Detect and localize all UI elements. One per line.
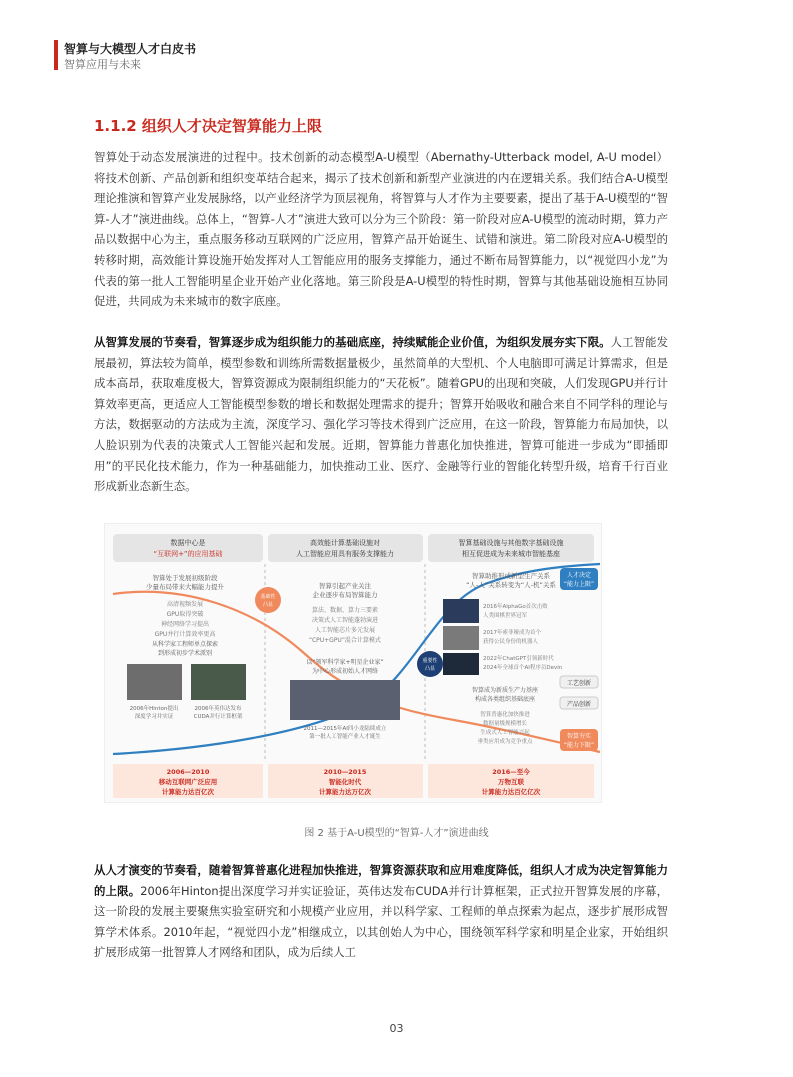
paragraph-3-text: 2006年Hinton提出深度学习并实证验证，英伟达发布CUDA并行计算框架，正式拉开智算发展的序幕，这一阶段的发展主要聚焦实验室研究和小规模产业应用，并以科学家、工程师的单点探索为起点，逐步扩展形成智算学术体系。2010年起，“视觉四小龙”相继成立，以其创始人为中心，围绕领军科学家和明星企业家，开始组织扩展形成第一批智算人才网络和团队，成为后续人工 (94, 883, 668, 960)
stage1-talent1: 从科学家工程师单点探索 (151, 641, 219, 648)
stage3-header-line1: 智算基础设施与其他数字基础设施 (458, 539, 564, 547)
stage2-talent2: 为中心形成初始人才网络 (311, 668, 379, 675)
stage1-head1: 智算处于发展初级阶段 (152, 574, 218, 582)
stage2-head2: 企业逐步布局智算能力 (312, 591, 378, 599)
paragraph-2 (94, 332, 668, 497)
chatgpt-photo (443, 653, 479, 675)
figure-caption: 图 2 基于A-U模型的“智算-人才”演进曲线 (304, 828, 489, 839)
paragraph-2-bold: 从智算发展的节奏看，智算逐步成为组织能力的基础底座，持续赋能企业价值，为组织发展夯实下限。 (94, 335, 611, 349)
ai-four-dragons-photo (290, 680, 400, 720)
lower-limit-label-line1: 智算夯实 (566, 733, 592, 740)
process-innovation-label: 工艺创新 (566, 680, 592, 687)
stage2-footer-line1: 智能化时代 (328, 778, 362, 786)
badge2-line1: 重要性 (422, 658, 438, 664)
stage1-item-2: GPU取得突破 (166, 611, 204, 618)
stage3-header-line2: 相互促进成为未来城市智能基座 (462, 550, 560, 558)
header-title: 智算与大模型人才白皮书 (64, 42, 197, 56)
stage2-talent1: 以“领军科学家+明星企业家” (306, 659, 384, 666)
badge2-line2: 凸显 (424, 666, 436, 672)
stage1-photo-caption2: 2006年英伟达发布 (194, 706, 242, 712)
badge2-circle (417, 651, 443, 677)
stage3-item-5: 2022年ChatGPT引领新时代 (483, 656, 554, 662)
stage2-footer-line2: 计算能力达万亿次 (319, 788, 371, 796)
stage3-list-3: 生成式人工智能兴起 (480, 730, 530, 736)
alphago-photo (443, 599, 479, 623)
upper-limit-label-line2: “能力上限” (563, 581, 595, 588)
stage3-footer-line1: 万物互联 (498, 778, 524, 786)
stage3-footer-line2: 计算能力达百亿亿次 (481, 788, 541, 796)
stage1-photo-caption2b: CUDA并行计算框架 (193, 714, 243, 720)
paragraph-1: 智算处于动态发展演进的过程中。技术创新的动态模型A-U模型（Abernathy-Utterback model, A-U model）将技术创新、产品创新和组织变革结合起来，揭示了技术创新和新型产业演进的内在逻辑关系。我们结合A-U模型理论推演和智算产业发展脉络，以产业经济学为顶层视角，将智算与人才作为主要要素，提出了基于A-U模型的“智算-人才”演进曲线。总体上，“智算-人才”演进大致可以分为三个阶段：第一阶段对应A-U模型的流动时期，算力产品以数据中心为主，重点服务移动互联网的广泛应用，智算产品开始诞生、试错和演进。第二阶段对应A-U模型的转移时期，高效能计算设施开始发挥对人工智能应用的服务支撑能力，通过不断布局智算能力，以“视觉四小龙”为代表的第一批人工智能明星企业开始产业化落地。第三阶段是A-U模型的特性时期，智算与其他基础设施相互协同促进，共同成为未来城市的数字底座。 (94, 150, 668, 309)
hinton-photo (127, 664, 182, 700)
stage3-footer-years: 2016—至今 (492, 768, 530, 776)
stage3-head1: 智算助推形成新型生产关系 (472, 572, 550, 580)
stage1-talent2: 到形成初步学术派别 (157, 650, 213, 657)
stage1-footer-years: 2006—2010 (166, 768, 210, 776)
stage1-footer-line1: 移动互联网广泛应用 (158, 778, 218, 786)
stage1-header-line2: “互联网+”的应用基础 (153, 550, 223, 558)
section-title: 1.1.2 组织人才决定智算能力上限 (94, 117, 322, 135)
stage3-talent1: 智算成为新质生产力基座 (471, 687, 539, 694)
stage3-list-1: 智算普惠化加快推进 (480, 712, 530, 718)
paragraph-2-text: 人工智能发展最初，算法较为简单，模型参数和训练所需数据量极少，虽然简单的大型机、个人电脑即可满足计算需求，但是成本高昂，获取难度极大，智算资源成为限制组织能力的“天花板”。随着GPU的出现和突破，人们发现GPU并行计算效率更高，更适应人工智能模型参数的增长和数据处理需求的提升；智算开始吸收和融合来自不同学科的理论与方法，数据驱动的方法成为主流，深度学习、强化学习等技术得到广泛应用，在这一阶段，智算能力布局加快，以人脸识别为代表的决策式人工智能兴起和发展。近期，智算能力普惠化加快推进，智算可能进一步成为“即插即用”的平民化技术能力，作为一种基础能力，加快推动工业、医疗、金融等行业的智能化转型升级，培育千行百业形成新业态新生态。 (94, 335, 668, 494)
stage1-item-4: GPU并行计算效率更高 (154, 631, 216, 638)
stage3-talent2: 构成各类组织基础底座 (474, 696, 536, 703)
stage3-item-6: 2024年全球首个AI程序员Devin (483, 665, 563, 671)
stage2-item-1: 算法、数据、算力三要素 (311, 607, 379, 614)
stage1-photo-caption1b: 深度学习并实证 (134, 714, 174, 720)
nvidia-photo (191, 664, 246, 700)
stage2-header-line2: 人工智能应用具有服务支撑能力 (296, 550, 394, 558)
au-model-figure (104, 523, 602, 803)
stage3-head2: “人-人”关系转变为“人-机”关系 (466, 581, 556, 589)
product-innovation-label: 产品创新 (566, 701, 592, 708)
stage3-item-1: 2016年AlphaGo首次击败 (483, 604, 548, 610)
paragraph-3-bold: 从人才演变的节奏看，随着智算普惠化进程加快推进，智算资源获取和应用难度降低，组织人才成为决定智算能力的上限。 (94, 863, 668, 898)
stage1-photo-caption1: 2006年Hinton提出 (129, 706, 179, 712)
upper-limit-label-line1: 人才决定 (566, 572, 592, 579)
stage2-head1: 智算引起产业关注 (319, 582, 371, 590)
sophia-photo (443, 626, 479, 650)
stage2-footer-years: 2010—2015 (323, 768, 367, 776)
lower-limit-label-line2: “能力下限” (563, 742, 595, 749)
stage1-footer-line2: 计算能力达百亿次 (162, 788, 214, 796)
stage3-item-4: 获得公民身份的机器人 (483, 639, 539, 645)
stage1-header-line1: 数据中心是 (170, 539, 206, 547)
au-model-diagram (105, 524, 601, 802)
stage2-header-line1: 高效能计算基础设施对 (310, 539, 380, 547)
stage3-item-2: 人类围棋世界冠军 (483, 613, 528, 619)
stage1-item-3: 神经网络学习提出 (160, 621, 210, 628)
header-accent-bar (54, 40, 58, 70)
page-number: 03 (389, 1022, 404, 1035)
stage3-list-2: 数据量级规模增长 (482, 721, 528, 727)
stage2-item-4: “CPU+GPU”混合计算模式 (309, 637, 381, 644)
stage2-photo-caption1: 2011—2015年AI四小龙陆续成立 (303, 726, 387, 732)
badge1-line1: 基础性 (260, 594, 276, 600)
badge1-circle (255, 587, 281, 613)
stage1-item-1: 高清视频发展 (166, 601, 204, 608)
stage3-list-4: 垂类应用成为竞争重点 (477, 739, 533, 745)
stage2-photo-caption2: 第一批人工智能产业人才诞生 (309, 734, 381, 740)
stage3-item-3: 2017年索菲娅成为首个 (483, 630, 541, 636)
badge1-line2: 凸显 (262, 602, 274, 608)
stage2-item-3: 人工智能芯片多元发展 (314, 627, 376, 634)
stage1-head2: 少量布局带来大幅能力提升 (146, 583, 224, 591)
header-subtitle: 智算应用与未来 (64, 58, 141, 71)
paragraph-3 (94, 860, 668, 963)
stage2-item-2: 决策式人工智能蓬勃演进 (311, 617, 379, 624)
